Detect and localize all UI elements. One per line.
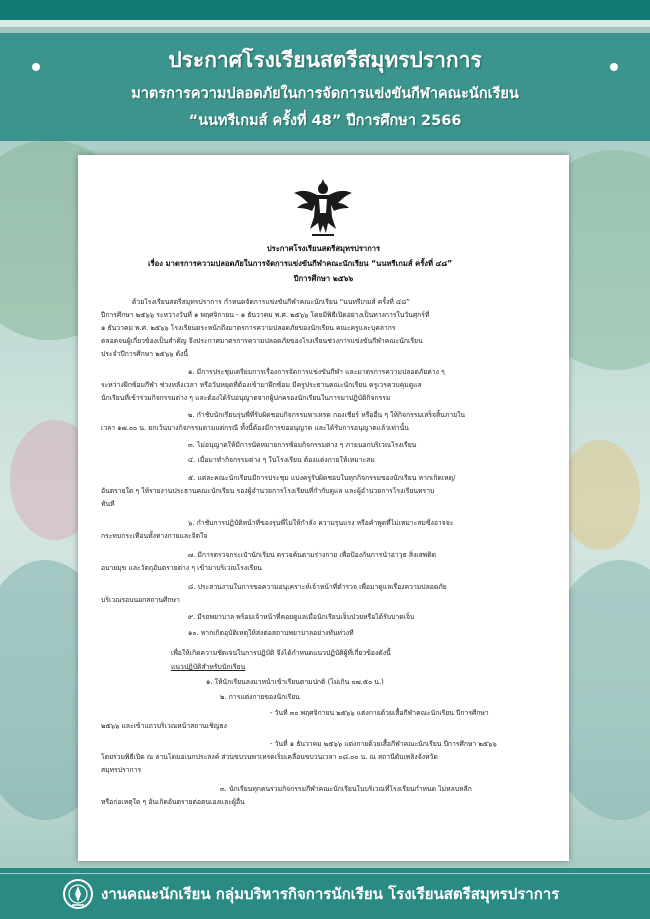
footer-bar	[0, 868, 650, 919]
top-stripe	[0, 0, 650, 20]
body-line: เพื่อให้เกิดความชัดเจนในการปฏิบัติ จึงได้กำหนดแนวปฏิบัติผู้ที่เกี่ยวข้องดังนี้	[171, 649, 391, 657]
body-line: ๕. แต่ละคณะนักเรียนมีการประชุม แบ่งครูรับผิดชอบในทุกกิจกรรมของนักเรียน หากเกิดเหตุ/	[188, 474, 456, 482]
body-line: ๒. กำชับนักเรียนรุ่นพี่ที่รับผิดชอบกิจกรรมพาเหรด กองเชียร์ หรืออื่น ๆ ให้กิจกรรมเสร็จสิ้นภายใน	[188, 411, 466, 419]
document-org: ประกาศโรงเรียนสตรีสมุทรปราการ	[266, 244, 381, 253]
body-line: ด้วยโรงเรียนสตรีสมุทรปราการ กำหนดจัดการแข่งขันกีฬาคณะนักเรียน “นนทรีเกมส์ ครั้งที่ ๔๘”	[132, 298, 410, 306]
body-line: กระทบกระเทือนทั้งทางกายและจิตใจ	[101, 532, 208, 540]
body-line: อบายมุข และวัตถุอันตรายต่าง ๆ เข้ามาบริเวณโรงเรียน	[101, 564, 262, 572]
body-line: ๑. ให้นักเรียนลงมาหน้าเข้าเรียนตามปกติ (ไม่เกิน ๐๗.๕๐ น.)	[206, 678, 384, 686]
body-line: ๗. มีการตรวจกระเป๋านักเรียน ตรวจค้นตามร่างกาย เพื่อป้องกันการนำอาวุธ สิ่งเสพติด	[188, 551, 437, 559]
garuda-emblem-icon	[290, 177, 356, 239]
body-line: ๒. การแต่งกายของนักเรียน	[220, 693, 300, 701]
bg-crowd-blob	[560, 440, 640, 550]
page-subtitle-year: “นนทรีเกมส์ ครั้งที่ 48” ปีการศึกษา 2566	[188, 113, 462, 129]
body-line: นักเรียนที่เข้าร่วมกิจกรรมต่าง ๆ และต้องได้รับอนุญาตจากผู้ปกครองนักเรียนในการมาปฏิบัติกิจกรรม	[101, 394, 391, 402]
guideline-heading: แนวปฏิบัติสำหรับนักเรียน	[171, 663, 246, 671]
document-subject: เรื่อง มาตรการความปลอดภัยในการจัดการแข่งขันกีฬาคณะนักเรียน “นนทรีเกมส์ ครั้งที่ ๔๘”	[148, 259, 453, 268]
body-line: ประจำปีการศึกษา ๒๕๖๖ ดังนี้	[101, 350, 188, 358]
body-line: ๓. ไม่อนุญาตให้มีการนัดหมายการซ้อมกิจกรรมต่าง ๆ ภายนอกบริเวณโรงเรียน	[188, 441, 417, 449]
body-line: ๖. กำชับการปฏิบัติหน้าที่ของรุ่นพี่ไม่ให้กำลัง ความรุนแรง หรือคำพูดที่ไม่เหมาะสมซึ่งอาจจะ	[188, 519, 454, 527]
body-line: ตลอดจนผู้เกี่ยวข้องเป็นสำคัญ จึงประกาศมาตรการความปลอดภัยของโรงเรียนช่วงการแข่งขันกีฬาคณะนักเรียน	[101, 337, 423, 345]
body-line: สมุทรปราการ	[101, 766, 142, 774]
body-line: ๘. ประสานงานในการขอความอนุเคราะห์เจ้าหน้าที่ตำรวจ เพื่อมาดูแลเรื่องความปลอดภัย	[188, 583, 447, 591]
body-line: หรือก่อเหตุใด ๆ อันเกิดอันตรายต่อตนเองและผู้อื่น	[101, 798, 245, 806]
footer-text: งานคณะนักเรียน กลุ่มบริหารกิจการนักเรียน โรงเรียนสตรีสมุทรปราการ	[101, 885, 560, 903]
school-logo-icon	[62, 877, 94, 911]
footer-rule	[0, 873, 650, 874]
page-subtitle: มาตรการความปลอดภัยในการจัดการแข่งขันกีฬาคณะนักเรียน	[131, 86, 519, 102]
announcement-document	[78, 155, 569, 861]
body-line: ระหว่างฝึกซ้อมกีฬา ช่วงหลังเวลา หรือวันหยุดที่ต้องเข้ามาฝึกซ้อม มีครูประธานคณะนักเรียน ครูเวรควบคุมดูแล	[101, 381, 422, 389]
body-line: - วันที่ ๓๐ พฤศจิกายน ๒๕๖๖ แต่งกายด้วยเสื้อกีฬาคณะนักเรียน ปีการศึกษา	[270, 709, 489, 717]
body-line: ๒๕๖๖ และเข้าแถวบริเวณหน้าสถานเชิญธง	[101, 722, 227, 730]
page-title: ประกาศโรงเรียนสตรีสมุทรปราการ	[168, 48, 482, 72]
body-line: ๑ ธันวาคม พ.ศ. ๒๕๖๖ โรงเรียนตระหนักถึงมาตรการความปลอดภัยของนักเรียน คณะครูและบุคลากร	[101, 324, 396, 332]
body-line: ๙. มีรถพยาบาล พร้อมเจ้าหน้าที่คอยดูแลเมื่อนักเรียนเจ็บป่วยหรือได้รับบาดเจ็บ	[188, 613, 415, 621]
body-line: ๑๐. หากเกิดอุบัติเหตุให้ส่งต่อสถานพยาบาลอย่างทันท่วงที	[188, 629, 354, 637]
document-subject-year: ปีการศึกษา ๒๕๖๖	[293, 274, 354, 283]
body-line: อันตรายใด ๆ ให้รายงานประธานคณะนักเรียน รองผู้อำนวยการโรงเรียนที่กำกับดูแล และผู้อำนวยการโรงเรียนทราบ	[101, 487, 435, 495]
body-line: ๑. มีการประชุมเตรียมการเรื่องการจัดการแข่งขันกีฬา และมาตรการความปลอดภัยต่าง ๆ	[188, 368, 445, 376]
body-line: ๓. นักเรียนทุกคนร่วมกิจกรรมกีฬาคณะนักเรียนในบริเวณที่โรงเรียนกำหนด ไม่หลบหลีก	[220, 785, 472, 793]
body-line: ปีการศึกษา ๒๕๖๖ ระหว่างวันที่ ๑ พฤศจิกายน - ๑ ธันวาคม พ.ศ. ๒๕๖๖ โดยมีพิธีเปิดอย่างเป็นทางการในวันศุกร์ที่	[101, 311, 430, 319]
body-line: ๔. เมื่อมาทำกิจกรรมต่าง ๆ ในโรงเรียน ต้องแต่งกายให้เหมาะสม	[188, 456, 375, 464]
body-line: บริเวณรอบนอกสถานศึกษา	[101, 596, 180, 604]
top-stripe-light	[0, 20, 650, 27]
body-line: ทันที	[101, 500, 115, 508]
body-line: โดยร่วมพิธีเปิด ณ ลานโดมอเนกประสงค์ ส่วนขบวนพาเหรดเริ่มเคลื่อนขบวนเวลา ๐๘.๐๐ น. ณ สถานีดับเพลิงจังหวัด	[101, 753, 438, 761]
header-banner	[0, 33, 650, 141]
body-line: - วันที่ ๑ ธันวาคม ๒๕๖๖ แต่งกายด้วยเสื้อกีฬาคณะนักเรียน ปีการศึกษา ๒๕๖๖	[270, 740, 497, 748]
body-line: เวลา ๑๗.๐๐ น. ยกเว้นบางกิจกรรมตามแต่กรณี ทั้งนี้ต้องมีการขออนุญาต และได้รับการอนุญาตแล้วเท่านั้น	[101, 424, 409, 432]
